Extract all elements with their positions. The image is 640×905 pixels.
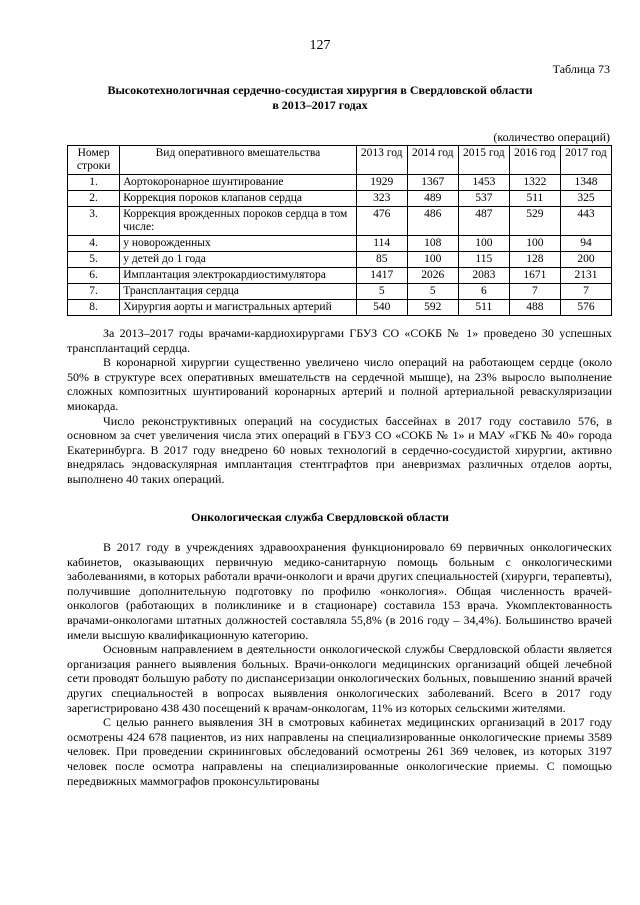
oncology-text [67,540,612,788]
value-cell: 128 [509,252,560,268]
row-number-cell: 4. [68,236,120,252]
table-title-line1: Высокотехнологичная сердечно-сосудистая хирургия в Свердловской области [107,83,533,97]
header-year-2017: 2017 год [560,146,611,175]
value-cell: 1348 [560,175,611,191]
value-cell: 486 [407,207,458,236]
row-number-cell: 3. [68,207,120,236]
operation-name-cell: Коррекция пороков клапанов сердца [120,191,356,207]
value-cell: 443 [560,207,611,236]
paragraph: В коронарной хирургии существенно увеличено число операций на работающем сердце (около 50% в структуре всех оперативных вмешательств на сердечной мышце), на 23% выросло выполнение сложных композитных шунтирований коронарных артерий и полной артериальной реваскуляризации миокарда. [67,355,612,413]
value-cell: 94 [560,236,611,252]
value-cell: 5 [407,284,458,300]
operation-name-cell: Аортокоронарное шунтирование [120,175,356,191]
value-cell: 529 [509,207,560,236]
header-year-2014: 2014 год [407,146,458,175]
value-cell: 511 [458,300,509,316]
value-cell: 115 [458,252,509,268]
table-row [68,207,612,236]
cardio-surgery-text [67,326,612,487]
value-cell: 2083 [458,268,509,284]
value-cell: 5 [356,284,407,300]
value-cell: 1417 [356,268,407,284]
table-body [68,175,612,316]
value-cell: 323 [356,191,407,207]
value-cell: 476 [356,207,407,236]
operation-name-cell: у новорожденных [120,236,356,252]
table-row [68,268,612,284]
value-cell: 489 [407,191,458,207]
value-cell: 100 [407,252,458,268]
table-unit: (количество операций) [493,130,610,144]
value-cell: 114 [356,236,407,252]
row-number-cell: 6. [68,268,120,284]
row-number-cell: 8. [68,300,120,316]
row-number-cell: 2. [68,191,120,207]
operation-name-cell: Трансплантация сердца [120,284,356,300]
value-cell: 488 [509,300,560,316]
operation-name-cell: Хирургия аорты и магистральных артерий [120,300,356,316]
value-cell: 6 [458,284,509,300]
header-year-2016: 2016 год [509,146,560,175]
value-cell: 2131 [560,268,611,284]
operation-name-cell: Имплантация электрокардиостимулятора [120,268,356,284]
value-cell: 1453 [458,175,509,191]
value-cell: 576 [560,300,611,316]
header-row-number: Номер строки [68,146,120,175]
page-number: 127 [309,38,331,53]
table-row [68,252,612,268]
table-label: Таблица 73 [552,62,610,76]
paragraph: С целью раннего выявления ЗН в смотровых кабинетах медицинских организаций в 2017 году осмотрены 424 678 пациентов, из них направлены на специализированные онкологические приемы 3589 человек. При проведении скрининговых обследований осмотрены 261 369 человек, из которых 3197 человек после осмотра направлены на специализированные онкологические приемы. С помощью передвижных маммографов проконсультированы [67,715,612,788]
section-title: Онкологическая служба Свердловской области [191,510,449,524]
header-year-2015: 2015 год [458,146,509,175]
value-cell: 7 [560,284,611,300]
value-cell: 540 [356,300,407,316]
value-cell: 100 [509,236,560,252]
header-year-2013: 2013 год [356,146,407,175]
operation-name-cell: Коррекция врожденных пороков сердца в том числе: [120,207,356,236]
value-cell: 511 [509,191,560,207]
value-cell: 2026 [407,268,458,284]
row-number-cell: 5. [68,252,120,268]
value-cell: 1671 [509,268,560,284]
value-cell: 100 [458,236,509,252]
operation-name-cell: у детей до 1 года [120,252,356,268]
table-title-line2: в 2013–2017 годах [272,98,368,112]
value-cell: 200 [560,252,611,268]
value-cell: 1322 [509,175,560,191]
paragraph: Число реконструктивных операций на сосудистых бассейнах в 2017 году составило 576, в основном за счет увеличения числа этих операций в ГБУЗ СО «СОКБ № 1» и МАУ «ГКБ № 40» города Екатеринбурга. В 2017 году внедрено 60 новых технологий в сердечно-сосудистой хирургии, активно внедрялась эндоваскулярная имплантация стентграфтов при аневризмах различных отделов аорты, выполнено 40 таких операций. [67,413,612,486]
value-cell: 537 [458,191,509,207]
value-cell: 325 [560,191,611,207]
table-header-row [68,146,612,175]
value-cell: 7 [509,284,560,300]
value-cell: 487 [458,207,509,236]
table-row [68,284,612,300]
header-operation-type: Вид оперативного вмешательства [120,146,356,175]
value-cell: 592 [407,300,458,316]
value-cell: 1929 [356,175,407,191]
value-cell: 1367 [407,175,458,191]
table-row [68,300,612,316]
row-number-cell: 1. [68,175,120,191]
row-number-cell: 7. [68,284,120,300]
value-cell: 85 [356,252,407,268]
value-cell: 108 [407,236,458,252]
table-title [60,83,580,113]
operations-table [67,145,612,316]
paragraph: За 2013–2017 годы врачами-кардиохирургами ГБУЗ СО «СОКБ № 1» проведено 30 успешных трансплантаций сердца. [67,326,612,355]
table-row [68,236,612,252]
table-row [68,175,612,191]
paragraph: В 2017 году в учреждениях здравоохранения функционировало 69 первичных онкологических кабинетов, оказывающих первичную медико-санитарную помощь больным с онкологическими заболеваниями, в которых работали врачи-онкологи и врачи других специальностей (хирурги, терапевты), получившие дополнительную подготовку по профилю «онкология». Общая численность врачей-онкологов (работающих в поликлинике и в стационаре) составила 153 врача. Укомплектованность врачами-онкологами штатных должностей составляла 55,8% (в 2016 году – 34,4%). Большинство врачей имели высшую квалификационную категорию. [67,540,612,642]
paragraph: Основным направлением в деятельности онкологической службы Свердловской области является организация раннего выявления больных. Врачи-онкологи медицинских организаций общей лечебной сети проводят большую работу по диспансеризации онкологических больных, повышению знаний врачей других специальностей в вопросах выявления онкологических заболеваний. Всего в 2017 году зарегистрировано 438 430 посещений к врачам-онкологам, 11% из которых сельскими жителями. [67,642,612,715]
table-row [68,191,612,207]
